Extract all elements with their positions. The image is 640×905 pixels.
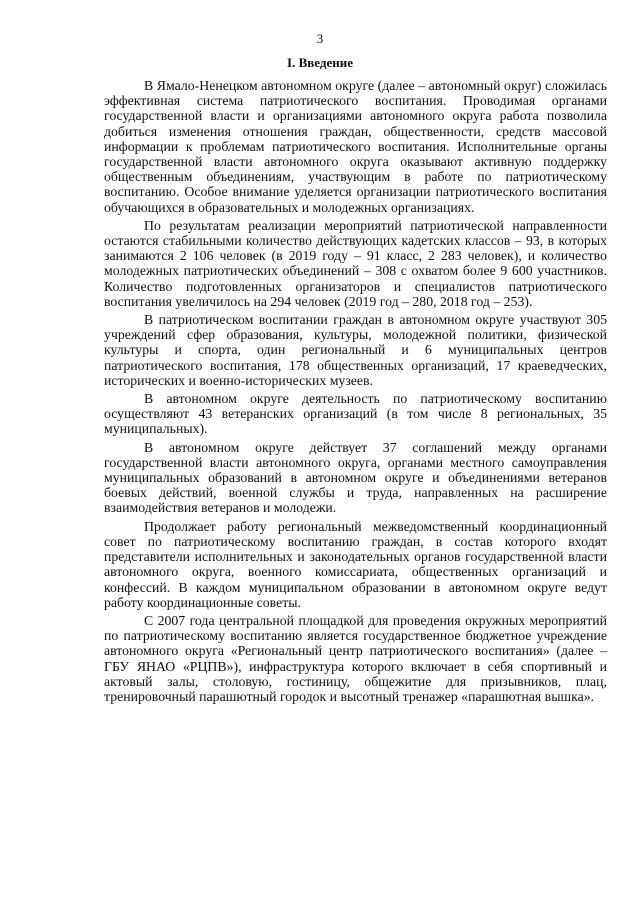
paragraph: В автономном округе действует 37 соглашений между органами государственной власти автономного округа, органами местного самоуправления муниципальных образований в автономном округе и объединениями ветеранов боевых действий, военной службы и труда, направленных на расширение взаимодействия ветеранов и молодежи.	[104, 439, 607, 516]
paragraph: В патриотическом воспитании граждан в автономном округе участвуют 305 учреждений сфер образования, культуры, молодежной политики, физической культуры и спорта, один региональный и 6 муниципальных центров патриотического воспитания, 178 общественных организаций, 17 краеведческих, исторических и военно-исторических музеев.	[104, 312, 607, 388]
paragraph: В Ямало-Ненецком автономном округе (далее – автономный округ) сложилась эффективная система патриотического воспитания. Проводимая органами государственной власти и организациями автономного округа работа позволила добиться изменения отношения граждан, общественности, средств массовой информации к проблемам патриотического воспитания. Исполнительные органы государственной власти автономного округа оказывают активную поддержку общественным объединениям, участвующим в работе по патриотическому воспитанию. Особое внимание уделяется организации патриотического воспитания обучающихся в образовательных и молодежных организациях.	[104, 78, 607, 215]
section-heading: I. Введение	[287, 55, 353, 70]
paragraph: С 2007 года центральной площадкой для проведения окружных мероприятий по патриотическому воспитанию является государственное бюджетное учреждение автономного округа «Региональный центр патриотического воспитания» (далее – ГБУ ЯНАО «РЦПВ»), инфраструктура которого включает в себя спортивный и актовый залы, столовую, гостиницу, общежитие для призывников, плац, тренировочный парашютный городок и высотный тренажер «парашютная вышка».	[104, 612, 607, 704]
paragraph: По результатам реализации мероприятий патриотической направленности остаются стабильными количество действующих кадетских классов – 93, в которых занимаются 2 106 человек (в 2019 году – 91 класс, 2 283 человек), и количество молодежных патриотических объединений – 308 с охватом более 9 600 участников. Количество подготовленных организаторов и специалистов патриотического воспитания увеличилось на 294 человек (2019 год – 280, 2018 год – 253).	[104, 217, 607, 309]
paragraph: В автономном округе деятельность по патриотическому воспитанию осуществляют 43 ветеранских организаций (в том числе 8 региональных, 35 муниципальных).	[104, 391, 607, 437]
paragraph: Продолжает работу региональный межведомственный координационный совет по патриотическому воспитанию граждан, в состав которого входят представители исполнительных и законодательных органов государственной власти автономного округа, военного комиссариата, общественных организаций и конфессий. В каждом муниципальном образовании в автономном округе ведут работу координационные советы.	[104, 518, 607, 610]
section-body	[104, 78, 607, 707]
page-number: 3	[316, 31, 324, 46]
